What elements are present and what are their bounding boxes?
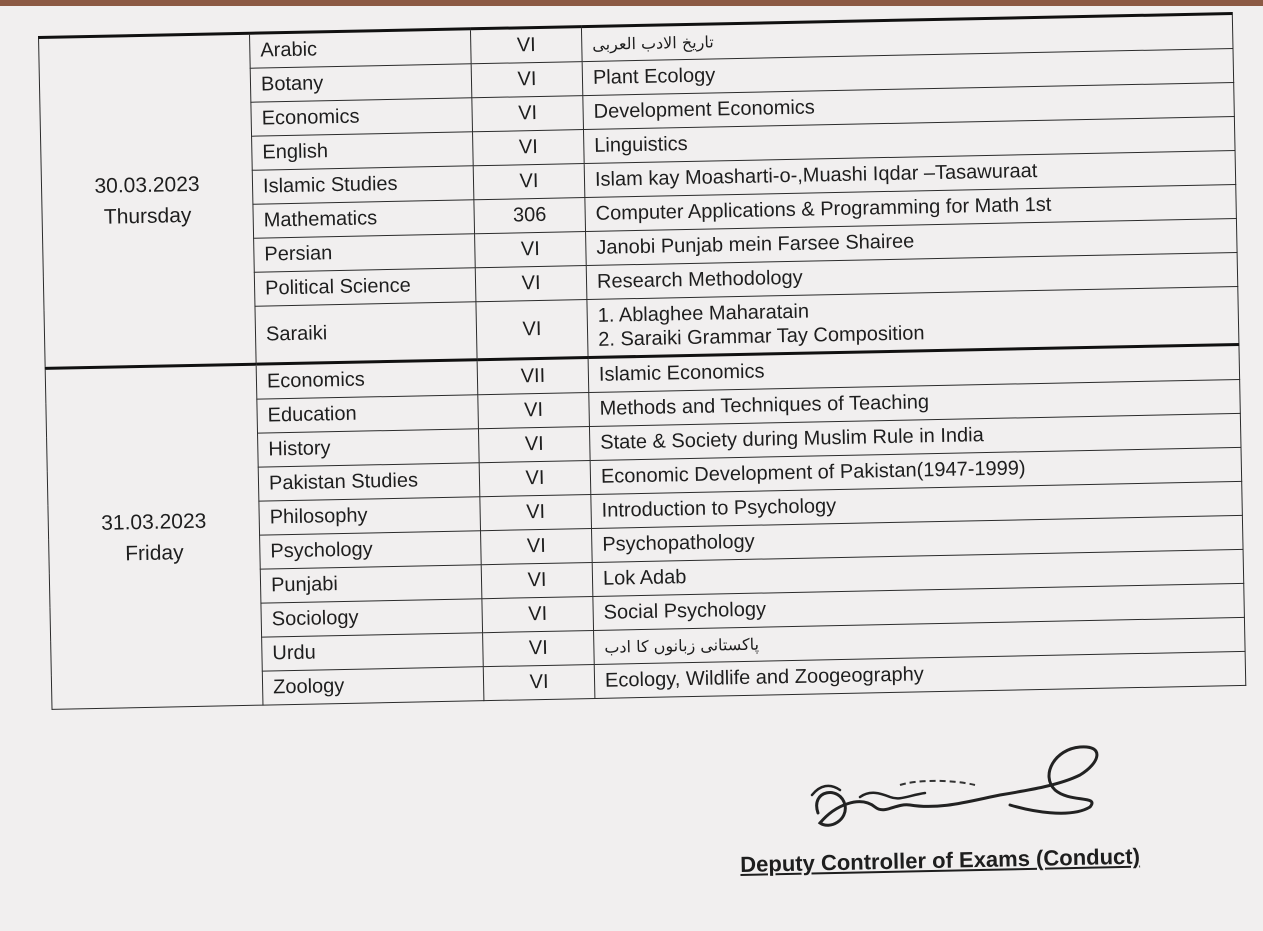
- paper-title: Introduction to Psychology: [601, 495, 837, 522]
- subject-cell: Economics: [256, 360, 478, 399]
- semester-cell: 306: [474, 198, 586, 234]
- semester-cell: VI: [475, 266, 587, 302]
- subject-cell: Persian: [254, 234, 476, 272]
- subject-cell: Botany: [250, 64, 472, 102]
- paper-title: Economic Development of Pakistan(1947-1999): [600, 457, 1026, 488]
- semester-cell: VI: [475, 232, 587, 268]
- subject-cell: Sociology: [261, 599, 483, 637]
- exam-date: 31.03.2023: [100, 509, 207, 535]
- subject-cell: Political Science: [254, 268, 476, 306]
- subject-cell: Urdu: [262, 633, 484, 671]
- paper-title: Computer Applications & Programming for Math 1st: [595, 193, 1052, 225]
- subject-cell: Education: [257, 395, 479, 433]
- paper-title: پاکستانی زبانوں کا ادب: [604, 634, 760, 657]
- paper-title: State & Society during Muslim Rule in India: [600, 424, 984, 454]
- semester-cell: VI: [478, 393, 590, 429]
- subject-cell: Psychology: [260, 531, 482, 569]
- subject-cell: Islamic Studies: [252, 166, 474, 204]
- paper-title: Ecology, Wildlife and Zoogeography: [604, 663, 924, 692]
- paper-title: Research Methodology: [596, 266, 803, 293]
- subject-cell: Pakistan Studies: [258, 463, 480, 501]
- semester-cell: VI: [483, 630, 595, 666]
- semester-cell: VI: [481, 562, 593, 598]
- schedule-body: [39, 14, 1246, 710]
- exam-date-cell: [39, 33, 257, 368]
- subject-cell: History: [258, 429, 480, 467]
- paper-title: Islamic Economics: [598, 360, 765, 386]
- paper-title: Social Psychology: [603, 598, 767, 624]
- paper-title: Islam kay Moasharti-o-,Muashi Iqdar –Tasawuraat: [594, 159, 1038, 191]
- semester-cell: VI: [482, 596, 594, 632]
- paper-title: Lok Adab: [602, 566, 687, 590]
- signatory-designation: Deputy Controller of Exams (Conduct): [740, 843, 1141, 877]
- semester-cell: VI: [473, 130, 585, 166]
- exam-schedule-table: [38, 12, 1246, 710]
- exam-day: Thursday: [103, 203, 192, 229]
- semester-cell: VI: [481, 528, 593, 564]
- semester-cell: VI: [483, 664, 595, 700]
- exam-date: 30.03.2023: [94, 172, 200, 198]
- signature: [800, 735, 1120, 850]
- paper-title-line: 2. Saraiki Grammar Tay Composition: [597, 322, 925, 351]
- subject-cell: English: [252, 132, 474, 170]
- paper-title: Methods and Techniques of Teaching: [599, 391, 930, 420]
- semester-cell: VI: [480, 494, 592, 530]
- semester-cell: VI: [470, 27, 582, 64]
- subject-cell: Zoology: [262, 667, 484, 705]
- semester-cell: VI: [472, 96, 584, 132]
- exam-day: Friday: [124, 540, 184, 565]
- semester-cell: VI: [479, 461, 591, 497]
- subject-cell: Mathematics: [253, 200, 475, 238]
- subject-cell: Arabic: [249, 29, 471, 68]
- page-top-edge: [0, 0, 1263, 6]
- semester-cell: VI: [473, 164, 585, 200]
- paper-title: Plant Ecology: [592, 64, 716, 89]
- exam-date-cell: [45, 364, 263, 709]
- paper-title: Janobi Punjab mein Farsee Shairee: [596, 230, 915, 259]
- subject-cell: Saraiki: [255, 302, 477, 364]
- paper-title: Linguistics: [594, 132, 688, 157]
- paper-title: Psychopathology: [602, 530, 755, 556]
- semester-cell: VI: [476, 300, 588, 360]
- exam-date-sheet: [38, 12, 1246, 710]
- subject-cell: Philosophy: [259, 497, 481, 535]
- semester-cell: VI: [478, 427, 590, 463]
- subject-cell: Economics: [251, 98, 473, 136]
- paper-title: تاریخ الادب العربی: [592, 32, 714, 54]
- handwritten-signature-image: [800, 735, 1120, 850]
- subject-cell: Punjabi: [260, 565, 482, 603]
- semester-cell: VI: [471, 62, 583, 98]
- paper-title-line: 1. Ablaghee Maharatain: [597, 300, 810, 327]
- paper-title: Development Economics: [593, 96, 816, 123]
- semester-cell: VII: [477, 358, 589, 395]
